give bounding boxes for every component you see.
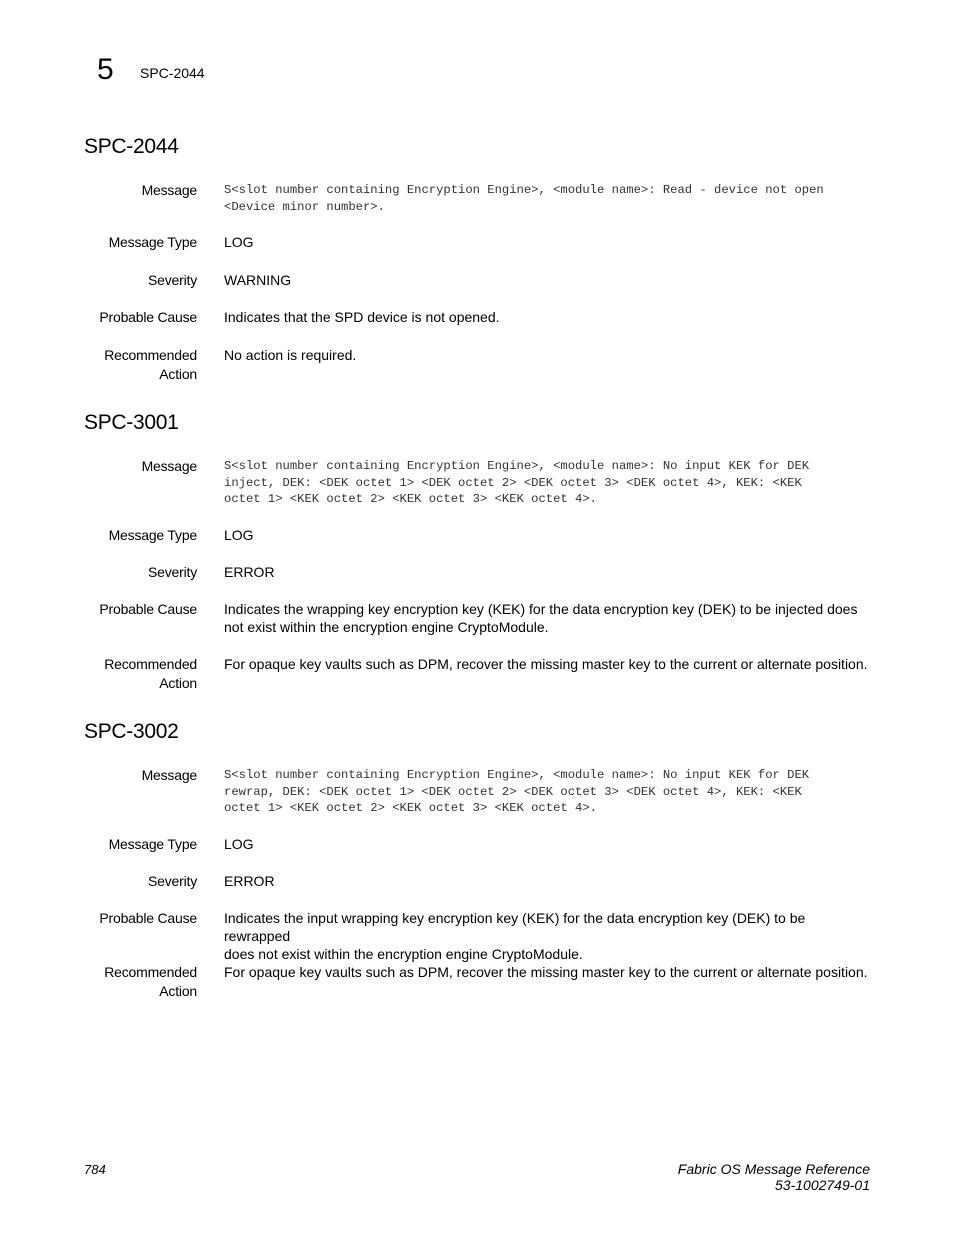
doc-title: Fabric OS Message Reference	[677, 1161, 870, 1177]
page-number: 784	[84, 1162, 106, 1177]
severity-value: WARNING	[224, 272, 292, 288]
severity-label: Severity	[148, 564, 197, 580]
footer-doc-info	[678, 1161, 870, 1193]
severity-value: ERROR	[224, 873, 275, 889]
probable-cause-value: Indicates the input wrapping key encryption key (KEK) for the data encryption key (DEK) to be rewrapped does not exist within the encryption engine CryptoModule.	[224, 910, 806, 962]
recommended-action-value: For opaque key vaults such as DPM, recover the missing master key to the current or alternate position.	[224, 964, 868, 980]
entry-heading: SPC-3002	[84, 720, 179, 743]
message-type-label: Message Type	[108, 836, 197, 852]
message-text: S<slot number containing Encryption Engine>, <module name>: No input KEK for DEK rewrap, DEK: <DEK octet 1> <DEK octet 2> <DEK octet 3> <DEK octet 4>, KEK: <KEK octet 1> <KEK octet 2> <KEK octet 3> <KEK octet 4>.	[224, 768, 810, 815]
probable-cause-label: Probable Cause	[99, 309, 197, 325]
probable-cause-value: Indicates that the SPD device is not opened.	[224, 309, 500, 325]
severity-label: Severity	[148, 873, 197, 889]
probable-cause-label: Probable Cause	[99, 910, 197, 926]
recommended-action-label: Recommended Action	[104, 656, 197, 691]
chapter-number: 5	[97, 53, 114, 86]
recommended-action-value: For opaque key vaults such as DPM, recover the missing master key to the current or alternate position.	[224, 656, 868, 672]
probable-cause-value: Indicates the wrapping key encryption key (KEK) for the data encryption key (DEK) to be injected does not exist within the encryption engine CryptoModule.	[224, 601, 858, 635]
message-label: Message	[141, 458, 197, 474]
message-text: S<slot number containing Encryption Engine>, <module name>: Read - device not open <Device minor number>.	[224, 183, 824, 214]
probable-cause-label: Probable Cause	[99, 601, 197, 617]
running-head: SPC-2044	[140, 65, 205, 81]
message-type-label: Message Type	[108, 527, 197, 543]
recommended-action-label: Recommended Action	[104, 347, 197, 382]
message-text: S<slot number containing Encryption Engine>, <module name>: No input KEK for DEK inject, DEK: <DEK octet 1> <DEK octet 2> <DEK octet 3> <DEK octet 4>, KEK: <KEK octet 1> <KEK octet 2> <KEK octet 3> <KEK octet 4>.	[224, 459, 810, 506]
message-label: Message	[141, 767, 197, 783]
message-label: Message	[141, 182, 197, 198]
recommended-action-value: No action is required.	[224, 347, 357, 363]
doc-number: 53-1002749-01	[775, 1177, 870, 1193]
recommended-action-label: Recommended Action	[104, 964, 197, 999]
message-type-value: LOG	[224, 527, 254, 543]
message-type-label: Message Type	[108, 234, 197, 250]
message-type-value: LOG	[224, 836, 254, 852]
entry-heading: SPC-3001	[84, 411, 179, 434]
severity-label: Severity	[148, 272, 197, 288]
severity-value: ERROR	[224, 564, 275, 580]
entry-heading: SPC-2044	[84, 135, 179, 158]
message-type-value: LOG	[224, 234, 254, 250]
